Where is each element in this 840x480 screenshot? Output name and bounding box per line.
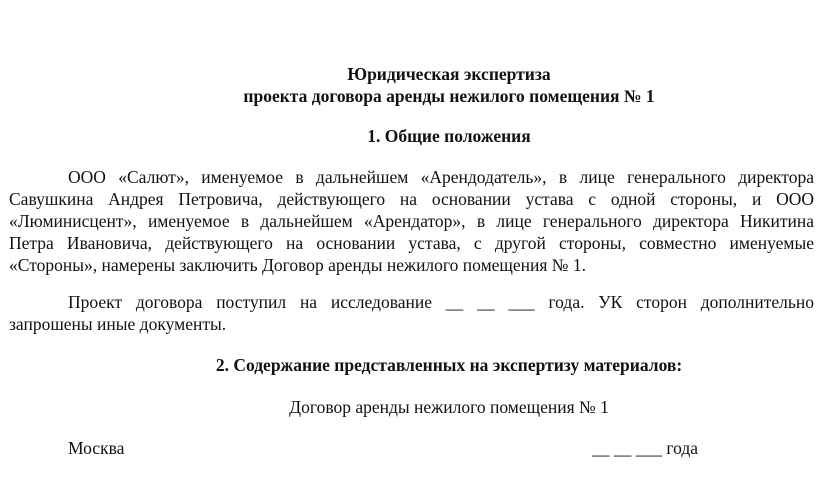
section-2-heading: 2. Содержание представленных на экспертизу материалов: — [215, 355, 683, 375]
parties-paragraph — [9, 166, 814, 276]
document-title-line-1: Юридическая экспертиза — [347, 64, 551, 84]
contract-city: Москва — [68, 438, 125, 458]
paragraph-line: Савушкина Андрея Петровича, действующего на основании устава с одной стороны, и ООО — [9, 189, 814, 209]
paragraph-line: «Люминисцент», именуемое в дальнейшем «Арендатор», в лице генерального директора Никитина — [9, 211, 814, 231]
paragraph-line: ООО «Салют», именуемое в дальнейшем «Арендодатель», в лице генерального директора — [68, 167, 814, 187]
paragraph-line: «Стороны», намерены заключить Договор аренды нежилого помещения № 1. — [9, 255, 587, 275]
receipt-paragraph — [9, 291, 814, 335]
section-1-heading: 1. Общие положения — [367, 126, 531, 146]
paragraph-line: Проект договора поступил на исследование __ __ ___ года. УК сторон дополнительно — [68, 292, 814, 312]
paragraph-line: Петра Ивановича, действующего на основании устава, с другой стороны, совместно именуемые — [9, 233, 814, 253]
paragraph-line: запрошены иные документы. — [9, 314, 227, 334]
contract-date-placeholder: __ __ ___ года — [592, 438, 699, 458]
document-title-line-2: проекта договора аренды нежилого помещения № 1 — [243, 86, 655, 106]
contract-name: Договор аренды нежилого помещения № 1 — [289, 397, 609, 417]
